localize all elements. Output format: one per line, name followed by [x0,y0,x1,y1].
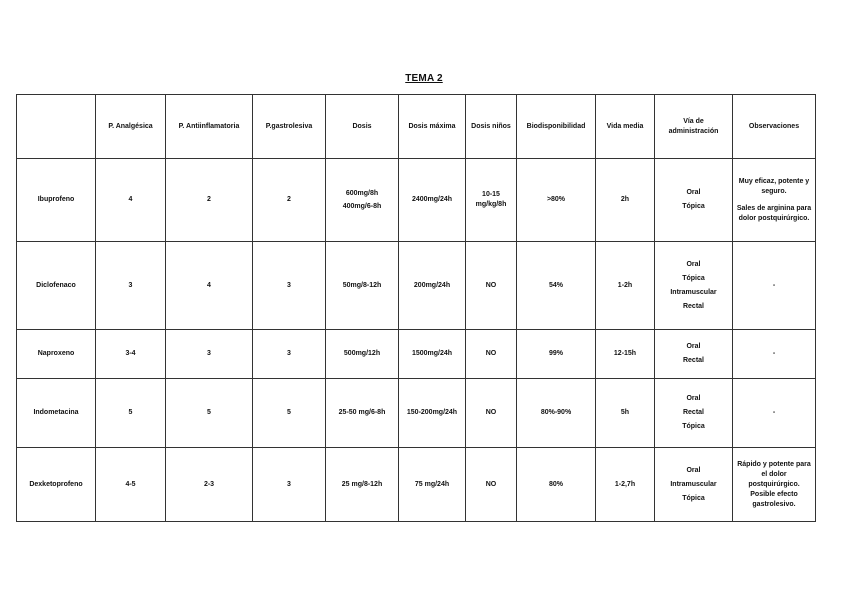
gastrolesive-power: 3 [253,242,326,330]
observation-line: - [772,409,776,416]
table-row [17,330,816,379]
pediatric-dose: NO [466,448,517,522]
route-item: Tópica [682,274,705,282]
header-cell: Vida media [596,95,655,159]
bioavailability: 54% [517,242,596,330]
max-dose: 200mg/24h [399,242,466,330]
table-row [17,448,816,522]
max-dose: 150-200mg/24h [399,379,466,448]
bioavailability: 80% [517,448,596,522]
route-item: Oral [686,343,701,350]
half-life: 1-2,7h [596,448,655,522]
drug-name: Ibuprofeno [17,159,96,242]
drug-name: Indometacina [17,379,96,448]
administration-route [655,242,733,330]
route-item: Oral [686,395,701,402]
header-cell: Observaciones [733,95,816,159]
route-item: Oral [686,466,701,474]
dose-line: 600mg/8h [345,189,379,197]
dose [326,379,399,448]
dose-line: 25 mg/8-12h [341,480,383,488]
max-dose: 75 mg/24h [399,448,466,522]
drug-name: Dexketoprofeno [17,448,96,522]
route-item: Rectal [682,302,704,310]
dose-line: 25-50 mg/6-8h [338,409,386,416]
observations [733,242,816,330]
bioavailability: 80%-90% [517,379,596,448]
observation-line: - [772,350,776,357]
antiinflammatory-power: 4 [166,242,253,330]
observations [733,448,816,522]
dose-line: 500mg/12h [343,350,381,357]
drug-name: Naproxeno [17,330,96,379]
header-cell: Dosis [326,95,399,159]
header-cell: Vía de administración [655,95,733,159]
dose [326,159,399,242]
observation-line: - [772,281,776,289]
header-row [17,95,816,159]
route-item: Intramuscular [670,480,717,488]
antiinflammatory-power: 5 [166,379,253,448]
observation-line: Posible efecto gastrolesivo. [750,490,798,508]
half-life: 1-2h [596,242,655,330]
header-cell: Biodisponibilidad [517,95,596,159]
route-item: Tópica [682,203,705,210]
observation-line: Rápido y potente para el dolor postquirúrgico. [737,460,811,488]
antiinflammatory-power: 2-3 [166,448,253,522]
observations [733,379,816,448]
dose [326,330,399,379]
header-cell: P. Antiinflamatoria [166,95,253,159]
observations [733,159,816,242]
dose-line: 50mg/8-12h [342,281,382,289]
gastrolesive-power: 3 [253,330,326,379]
observation-line: Muy eficaz, potente y seguro. [738,177,810,195]
pediatric-dose: NO [466,242,517,330]
half-life: 12-15h [596,330,655,379]
administration-route [655,159,733,242]
pediatric-dose: NO [466,330,517,379]
route-item: Rectal [682,409,704,416]
route-item: Intramuscular [670,288,717,296]
analgesic-power: 4 [96,159,166,242]
antiinflammatory-power: 3 [166,330,253,379]
route-item: Tópica [682,423,705,430]
header-cell: P. Analgésica [96,95,166,159]
route-item: Oral [686,189,701,196]
max-dose: 1500mg/24h [399,330,466,379]
half-life: 5h [596,379,655,448]
gastrolesive-power: 5 [253,379,326,448]
antiinflammatory-power: 2 [166,159,253,242]
analgesic-power: 4-5 [96,448,166,522]
bioavailability: >80% [517,159,596,242]
administration-route [655,379,733,448]
drug-name: Diclofenaco [17,242,96,330]
bioavailability: 99% [517,330,596,379]
header-cell: P.gastrolesiva [253,95,326,159]
table-row [17,379,816,448]
analgesic-power: 5 [96,379,166,448]
administration-route [655,330,733,379]
dose [326,448,399,522]
analgesic-power: 3-4 [96,330,166,379]
pediatric-dose: NO [466,379,517,448]
header-cell [17,95,96,159]
table-row [17,242,816,330]
table-row [17,159,816,242]
administration-route [655,448,733,522]
nsaid-comparison-table [16,94,816,522]
observations [733,330,816,379]
observation-line: Sales de arginina para dolor postquirúrgico. [736,204,812,222]
pediatric-dose: 10-15 mg/kg/8h [466,159,517,242]
route-item: Oral [686,260,701,268]
header-cell: Dosis máxima [399,95,466,159]
dose [326,242,399,330]
half-life: 2h [596,159,655,242]
max-dose: 2400mg/24h [399,159,466,242]
route-item: Tópica [682,494,705,502]
gastrolesive-power: 2 [253,159,326,242]
gastrolesive-power: 3 [253,448,326,522]
analgesic-power: 3 [96,242,166,330]
route-item: Rectal [682,357,704,364]
header-cell: Dosis niños [466,95,517,159]
dose-line: 400mg/6-8h [342,202,382,210]
document-title: TEMA 2 [405,73,443,84]
